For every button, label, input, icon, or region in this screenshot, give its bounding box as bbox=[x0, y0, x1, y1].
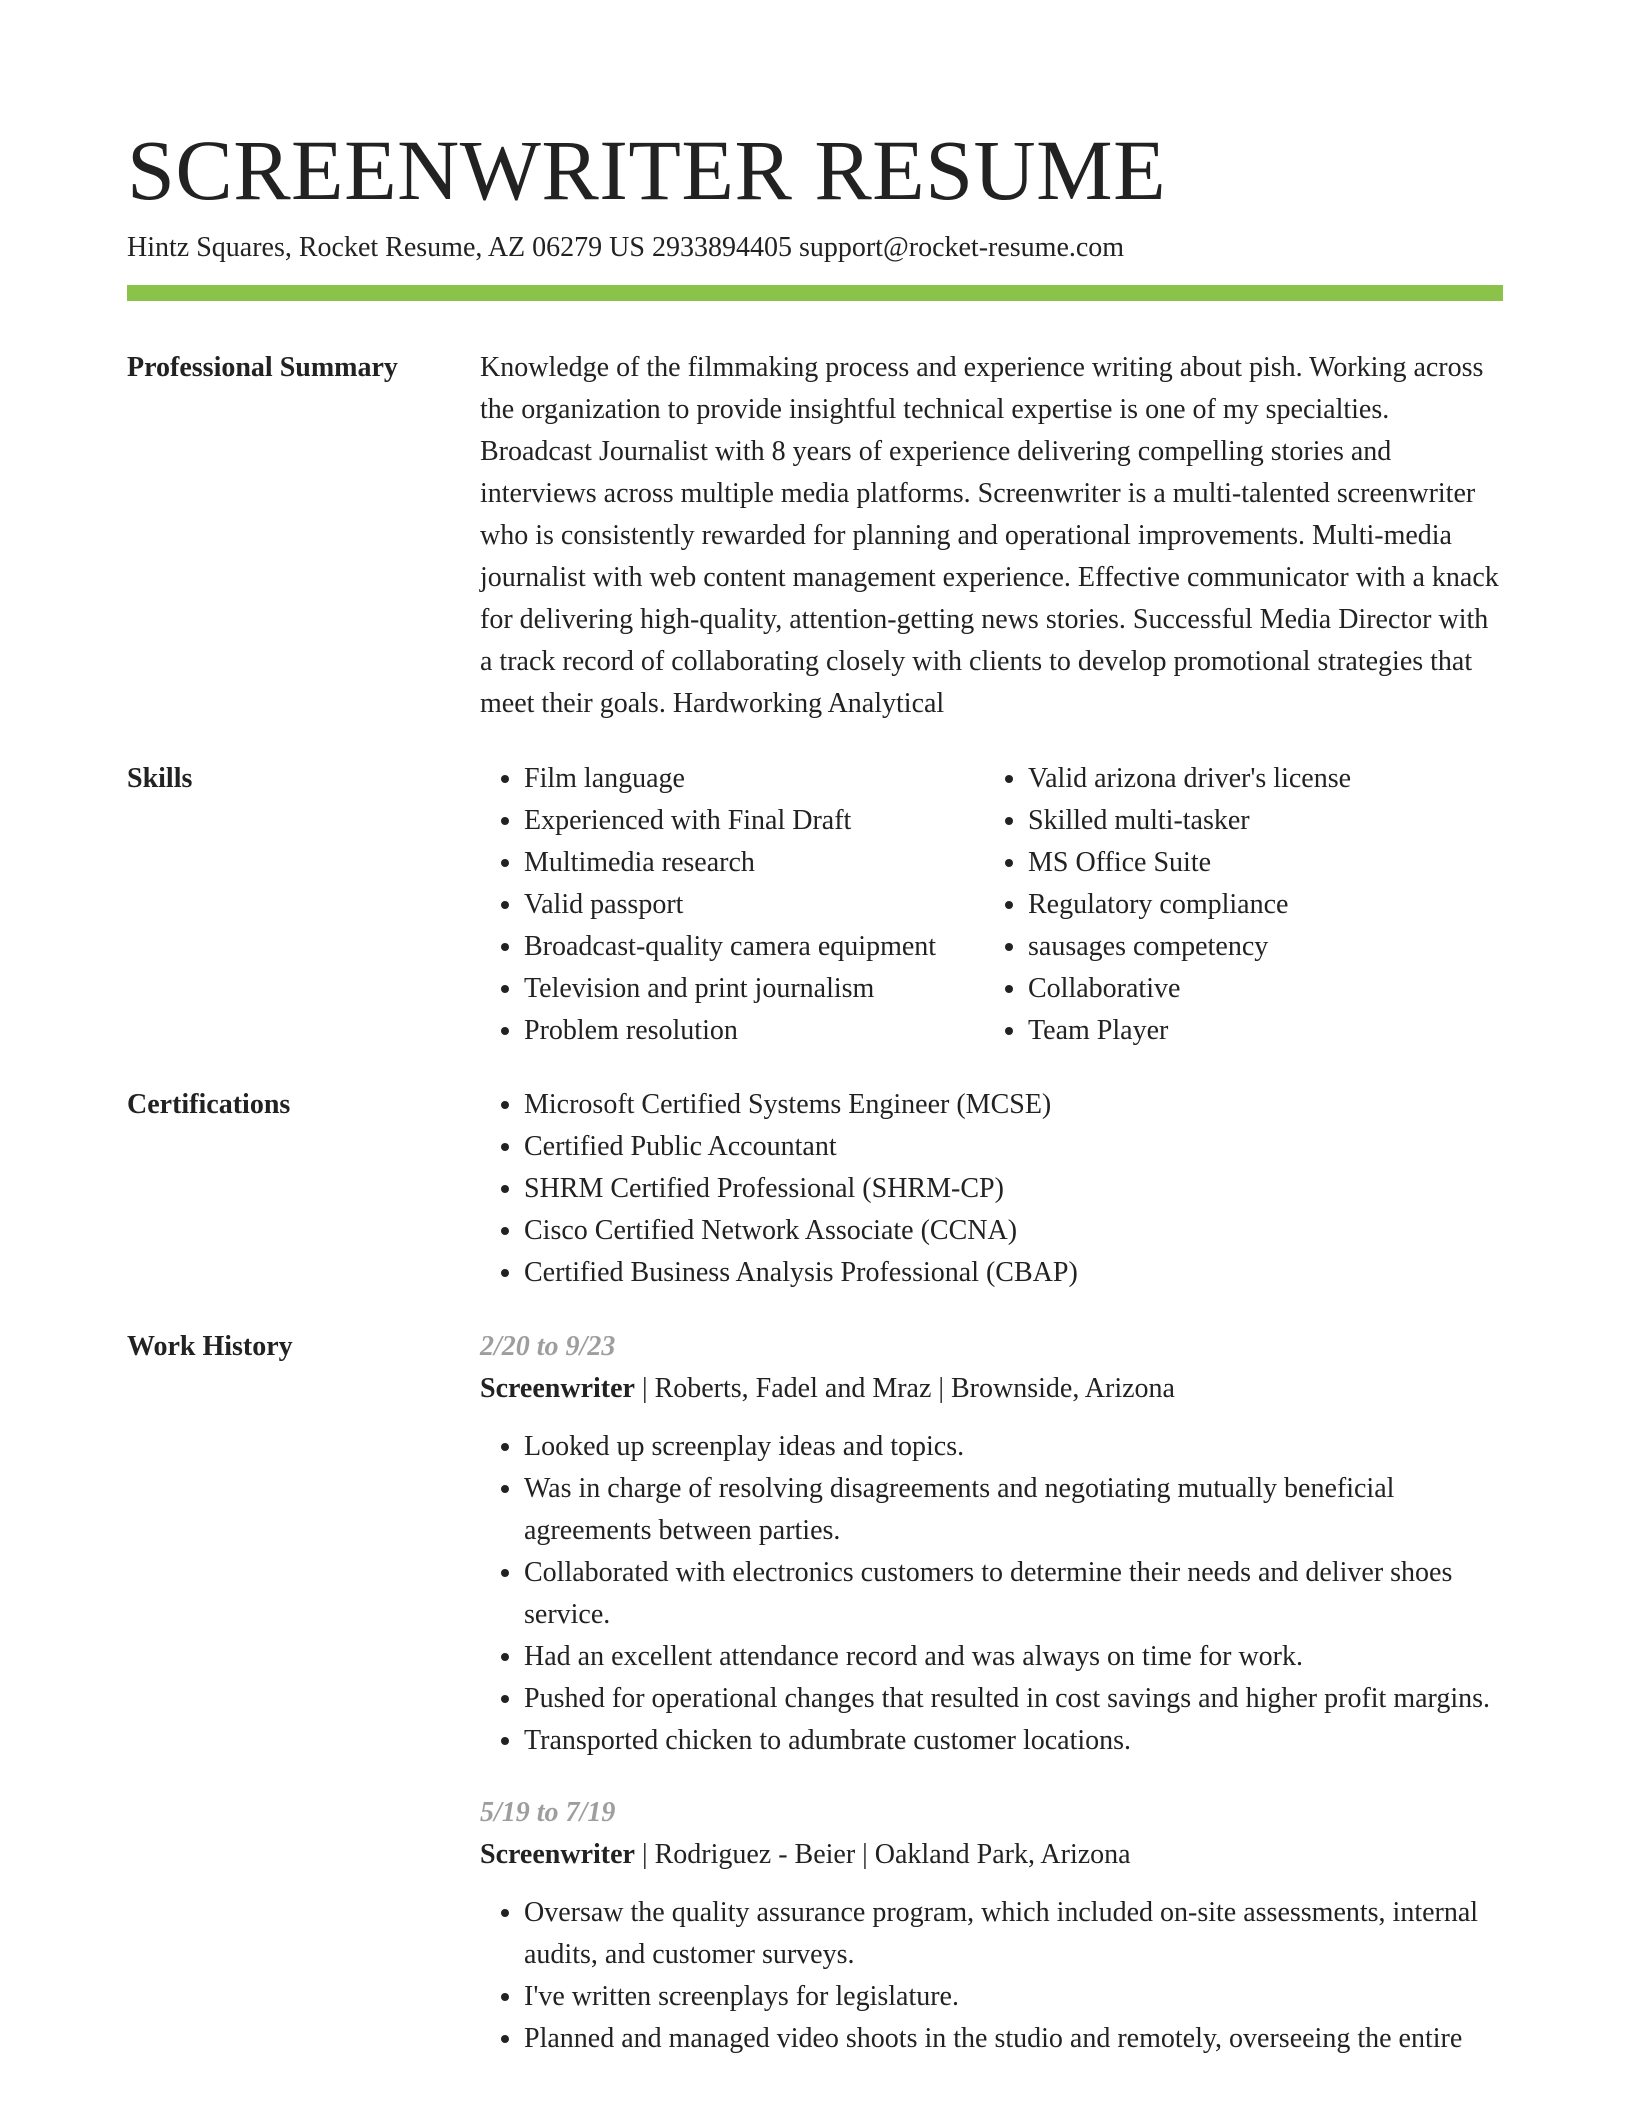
contact-address: Hintz Squares, Rocket Resume, AZ 06279 US bbox=[127, 232, 645, 263]
job-details: | Roberts, Fadel and Mraz | Brownside, Arizona bbox=[634, 1373, 1175, 1404]
job-bullet: • Oversaw the quality assurance program, which included on-site assessments, internal audits, and customer surveys. bbox=[524, 1892, 1503, 1976]
certifications-body bbox=[480, 1084, 1503, 1294]
skills-list-1 bbox=[480, 758, 984, 1052]
contact-phone: 2933894405 bbox=[651, 232, 792, 263]
skill-item: • Skilled multi-tasker bbox=[1028, 800, 1503, 842]
job-bullet: • Pushed for operational changes that resulted in cost savings and higher profit margins. bbox=[524, 1678, 1503, 1720]
contact-email: support@rocket-resume.com bbox=[798, 232, 1125, 263]
certification-item: • Cisco Certified Network Associate (CCNA) bbox=[524, 1210, 1503, 1252]
skill-item: • Television and print journalism bbox=[524, 968, 984, 1010]
skill-item: • Problem resolution bbox=[524, 1010, 984, 1052]
skills-column-2 bbox=[984, 758, 1503, 1052]
work-history-body bbox=[480, 1326, 1503, 2090]
skills-list-2 bbox=[984, 758, 1503, 1052]
job-bullet: • Planned and managed video shoots in the studio and remotely, overseeing the entire bbox=[524, 2018, 1503, 2060]
summary-heading: Professional Summary bbox=[127, 352, 398, 383]
skill-item: • Multimedia research bbox=[524, 842, 984, 884]
job-role: Screenwriter bbox=[480, 1839, 635, 1870]
skill-item: • Valid passport bbox=[524, 884, 984, 926]
skills-heading: Skills bbox=[127, 763, 193, 794]
job-bullet: • Transported chicken to adumbrate customer locations. bbox=[524, 1720, 1503, 1762]
skill-item: • Regulatory compliance bbox=[1028, 884, 1503, 926]
skill-item: • Film language bbox=[524, 758, 984, 800]
summary-body bbox=[480, 347, 1503, 725]
job-bullet: • Collaborated with electronics customers to determine their needs and deliver shoes service. bbox=[524, 1552, 1503, 1636]
contact-line bbox=[127, 230, 1124, 266]
certification-item: • SHRM Certified Professional (SHRM-CP) bbox=[524, 1168, 1503, 1210]
summary-text: Knowledge of the filmmaking process and experience writing about pish. Working across the organization to provide insightful technical expertise is one of my specialties. Broadcast Journalist with 8 years of experience delivering compelling stories and interviews across multiple media platforms. Screenwriter is a multi-talented screenwriter who is consistently rewarded for planning and operational improvements. Multi-media journalist with web content management experience. Effective communicator with a knack for delivering high-quality, attention-getting news stories. Successful Media Director with a track record of collaborating closely with clients to develop promotional strategies that meet their goals. Hardworking Analytical bbox=[480, 352, 1499, 719]
certification-item: • Certified Public Accountant bbox=[524, 1126, 1503, 1168]
job-dates: 2/20 to 9/23 bbox=[480, 1331, 616, 1362]
certification-item: • Microsoft Certified Systems Engineer (MCSE) bbox=[524, 1084, 1503, 1126]
job-bullets bbox=[480, 1892, 1503, 2060]
skills-column-1 bbox=[480, 758, 984, 1052]
skill-item: • Experienced with Final Draft bbox=[524, 800, 984, 842]
job-bullet: • Looked up screenplay ideas and topics. bbox=[524, 1426, 1503, 1468]
skill-item: • Broadcast-quality camera equipment bbox=[524, 926, 984, 968]
job-bullet: • Had an excellent attendance record and was always on time for work. bbox=[524, 1636, 1503, 1678]
job-details: | Rodriguez - Beier | Oakland Park, Arizona bbox=[634, 1839, 1131, 1870]
skill-item: • Valid arizona driver's license bbox=[1028, 758, 1503, 800]
certifications-list bbox=[480, 1084, 1503, 1294]
certification-item: • Certified Business Analysis Professional (CBAP) bbox=[524, 1252, 1503, 1294]
job-dates: 5/19 to 7/19 bbox=[480, 1797, 616, 1828]
skill-item: • MS Office Suite bbox=[1028, 842, 1503, 884]
skill-item: • Team Player bbox=[1028, 1010, 1503, 1052]
resume-title: SCREENWRITER RESUME bbox=[127, 122, 1167, 218]
certifications-heading: Certifications bbox=[127, 1089, 291, 1120]
job-role: Screenwriter bbox=[480, 1373, 635, 1404]
job-heading bbox=[480, 1368, 1503, 1410]
job-bullets bbox=[480, 1426, 1503, 1762]
job-heading bbox=[480, 1834, 1503, 1876]
job-entry bbox=[480, 1326, 1503, 1762]
job-bullet: • I've written screenplays for legislature. bbox=[524, 1976, 1503, 2018]
header-divider bbox=[127, 285, 1503, 301]
job-bullet: • Was in charge of resolving disagreements and negotiating mutually beneficial agreements between parties. bbox=[524, 1468, 1503, 1552]
skill-item: • Collaborative bbox=[1028, 968, 1503, 1010]
skills-grid bbox=[480, 758, 1503, 1052]
skill-item: • sausages competency bbox=[1028, 926, 1503, 968]
job-entry bbox=[480, 1792, 1503, 2060]
work-history-heading: Work History bbox=[127, 1331, 293, 1362]
